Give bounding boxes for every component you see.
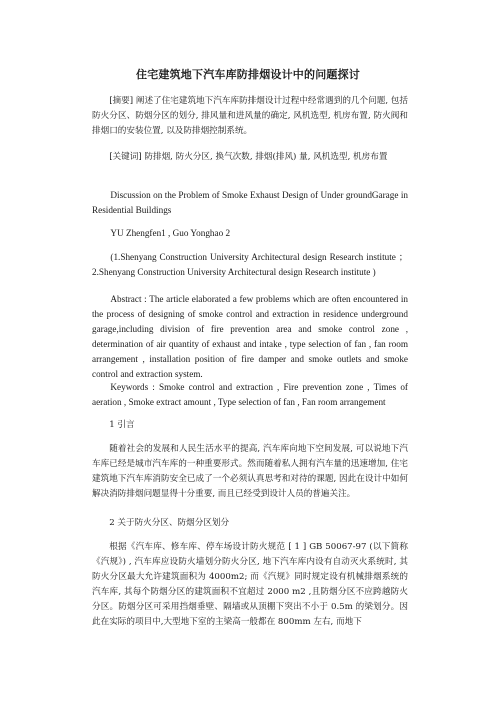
section-2-heading: 2 关于防火分区、防烟分区划分 [109,518,230,528]
keywords-cn: [关键词] 防排烟, 防火分区, 换气次数, 排烟(排风) 量, 风机选型, 机房布置 [109,152,388,162]
english-authors: YU Zhengfen1 , Guo Yonghao 2 [110,228,231,238]
section-1-heading: 1 引言 [109,420,135,430]
english-title: Discussion on the Problem of Smoke Exhaust Design of Under groundGarage in Residential Buildings [92,190,408,215]
english-keywords: Keywords : Smoke control and extraction , Fire prevention zone , Times of aeration , Smoke extract amount , Type selection of fan , Fan room arrangement [92,382,408,407]
section-1-body: 随着社会的发展和人民生活水平的提高, 汽车库向地下空间发展, 可以说地下汽车库已经是城市汽车库的一种重要形式。然而随着私人拥有汽车量的迅速增加, 住宅建筑地下汽车库消防安全已成了一个必须认真思考和对待的课题, 因此在设计中如何解决消防排烟问题显得十分重要, 而且已经受到设计人员的普遍关注。 [92,444,408,499]
english-abstract: Abstract : The article elaborated a few problems which are often encountered in the process of designing of smoke control and extraction in residence underground garage,including division of fire prevention area and smoke control zone , determination of air quantity of exhaust and intake , type selection of fan , fan room arrangement , installation position of fire damper and smoke outlets and smoke control and extraction system. [92,294,408,379]
abstract-cn: [摘要] 阐述了住宅建筑地下汽车库防排烟设计过程中经常遇到的几个问题, 包括防火分区、防烟分区的划分, 排风量和进风量的确定, 风机选型, 机房布置, 防火阀和排烟口的安装位置, 以及防排烟控制系统。 [92,96,408,136]
section-2-body: 根据《汽车库、修车库、停车场设计防火规范 [ 1 ] GB 50067-97 (以下简称《汽规》) , 汽车库应设防火墙划分防火分区, 地下汽车库内设有自动灭火系统时, 其防火分区最大允许建筑面积为 4000m2; 而《汽规》同时规定设有机械排烟系统的汽车库, 其每个防烟分区的建筑面积不宜超过 2000 m2 ,且防烟分区不应跨越防火分区。防烟分区可采用挡烟垂壁、隔墙或从顶棚下突出不小于 0.5m 的梁划分。因此在实际的项目中,大型地下室的主梁高一般都在 800mm 左右, 而地下 [92,542,408,627]
english-affiliations: (1.Shenyang Construction University Architectural design Research institute ；2.Shenyang Construction University Architectural design Research institute ) [92,252,408,277]
paper-title: 住宅建筑地下汽车库防排烟设计中的问题探讨 [136,68,360,81]
